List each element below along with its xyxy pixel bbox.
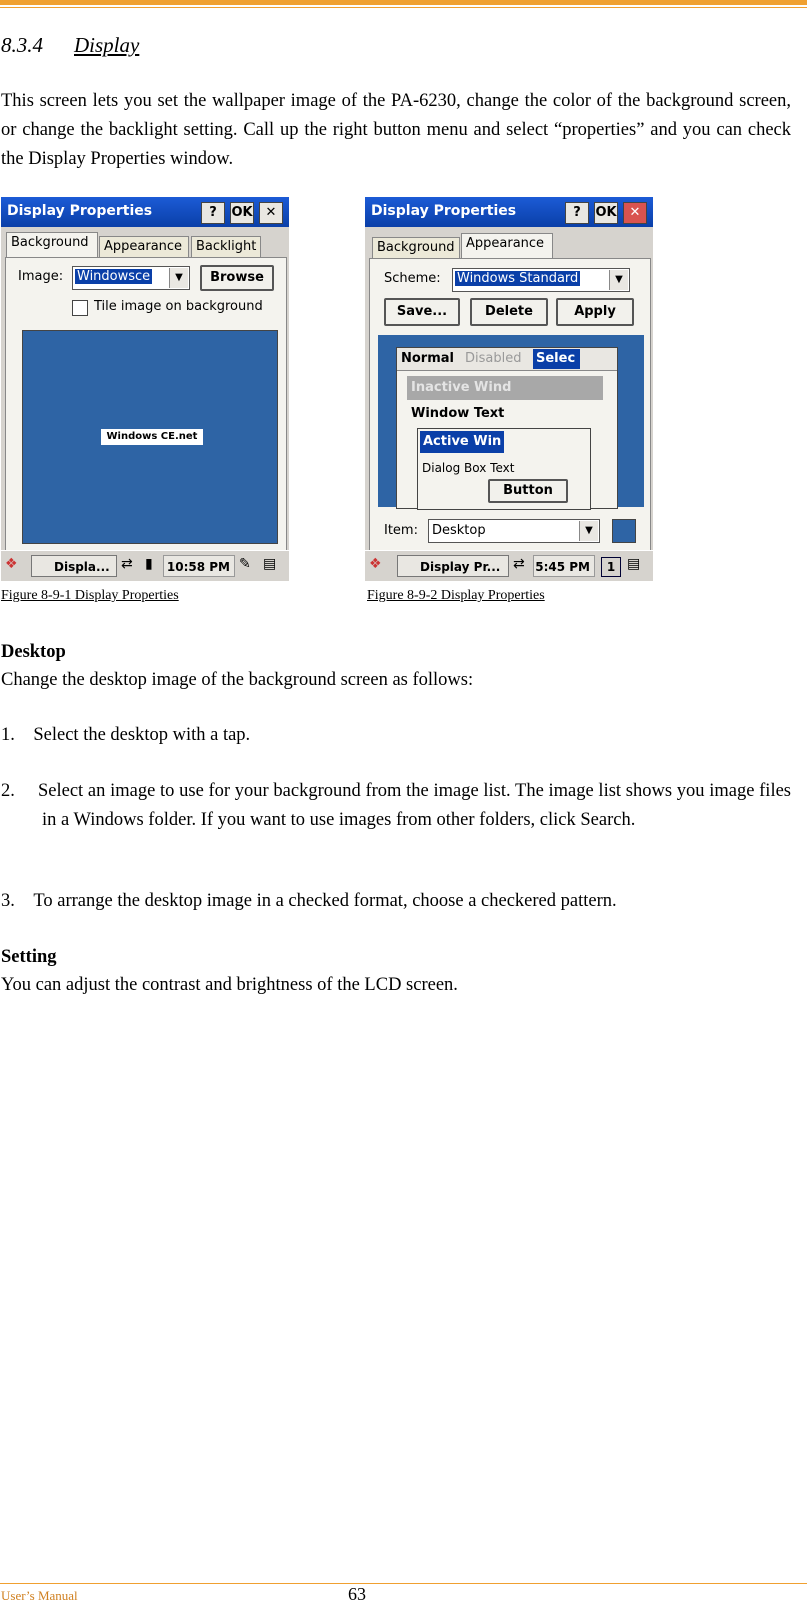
fig2-tab-background[interactable]: Background bbox=[372, 237, 460, 259]
fig1-dropdown-arrow-icon: ▼ bbox=[169, 268, 188, 288]
fig1-tile-label: Tile image on background bbox=[94, 299, 263, 314]
step-3-number: 3. bbox=[1, 891, 15, 911]
footer-rule bbox=[0, 1583, 807, 1584]
fig2-preview-window bbox=[396, 347, 618, 509]
fig1-pen-icon[interactable]: ✎ bbox=[239, 556, 251, 572]
desktop-heading: Desktop bbox=[1, 642, 66, 662]
fig2-item-label: Item: bbox=[384, 523, 418, 538]
fig2-inactive-window: Inactive Wind bbox=[411, 380, 512, 395]
fig2-taskbar bbox=[365, 550, 653, 581]
fig2-active-window bbox=[417, 428, 591, 510]
fig2-delete-button[interactable]: Delete bbox=[470, 298, 548, 326]
fig2-apply-button[interactable]: Apply bbox=[556, 298, 634, 326]
fig1-network-icon: ⇄ bbox=[121, 556, 133, 572]
fig1-tab-panel bbox=[5, 257, 287, 551]
fig2-scheme-arrow-icon: ▼ bbox=[609, 270, 628, 290]
fig2-input-indicator[interactable]: 1 bbox=[601, 557, 621, 577]
step-1-number: 1. bbox=[1, 725, 15, 745]
fig2-preview-disabled: Disabled bbox=[465, 351, 522, 366]
fig2-inactive-window-bar bbox=[407, 376, 603, 400]
fig2-clock: 5:45 PM bbox=[533, 555, 595, 577]
fig2-window-title: Display Properties bbox=[371, 203, 517, 219]
step-1 bbox=[1, 721, 791, 750]
step-3 bbox=[1, 887, 791, 916]
fig2-preview-menubar bbox=[397, 348, 617, 371]
fig2-save-button[interactable]: Save... bbox=[384, 298, 460, 326]
fig1-tab-background[interactable]: Background bbox=[6, 232, 98, 258]
fig1-start-icon[interactable]: ❖ bbox=[5, 556, 18, 572]
fig1-wallpaper-logo: Windows CE.net bbox=[101, 429, 203, 445]
fig2-active-window-title: Active Win bbox=[423, 434, 502, 449]
setting-heading: Setting bbox=[1, 947, 57, 967]
fig2-preview-button: Button bbox=[488, 479, 568, 503]
fig2-preview-selected: Selec bbox=[533, 349, 580, 369]
step-2-text: Select an image to use for your background from the image list. The image list shows you image files in a Windows folder. If you want to use images from other folders, click Search. bbox=[38, 781, 791, 830]
fig2-titlebar bbox=[365, 197, 653, 227]
fig2-tab-appearance[interactable]: Appearance bbox=[461, 233, 553, 259]
fig1-close-button[interactable]: ✕ bbox=[259, 202, 283, 224]
fig1-window-title: Display Properties bbox=[7, 203, 153, 219]
fig1-tab-appearance[interactable]: Appearance bbox=[99, 236, 189, 258]
fig1-clock: 10:58 PM bbox=[163, 555, 235, 577]
fig1-taskbar bbox=[1, 550, 289, 581]
setting-text: You can adjust the contrast and brightness of the LCD screen. bbox=[1, 975, 458, 995]
fig1-help-button[interactable]: ? bbox=[201, 202, 225, 224]
fig2-scheme-select[interactable] bbox=[452, 268, 630, 292]
figure2-screenshot bbox=[365, 197, 653, 581]
fig1-browse-button[interactable]: Browse bbox=[200, 265, 274, 291]
fig1-battery-icon: ▮ bbox=[145, 556, 153, 572]
step-1-text: Select the desktop with a tap. bbox=[33, 725, 251, 745]
intro-paragraph: This screen lets you set the wallpaper image of the PA-6230, change the color of the background screen, or change the backlight setting. Call up the right button menu and select “properties” and you can check the Display Properties window. bbox=[1, 91, 791, 169]
section-heading bbox=[1, 33, 139, 58]
fig2-task-button[interactable]: Display Pr... bbox=[397, 555, 509, 577]
fig2-network-icon: ⇄ bbox=[513, 556, 525, 572]
footer-manual-label: User’s Manual bbox=[1, 1588, 78, 1603]
figure1-caption: Figure 8-9-1 Display Properties bbox=[1, 588, 179, 603]
section-number: 8.3.4 bbox=[1, 33, 43, 57]
page-number: 63 bbox=[348, 1584, 366, 1604]
fig2-item-value: Desktop bbox=[432, 523, 486, 538]
fig2-dialog-text: Dialog Box Text bbox=[422, 461, 515, 475]
fig2-preview-normal: Normal bbox=[401, 351, 454, 366]
fig1-task-button[interactable]: Displa... bbox=[31, 555, 117, 577]
step-2 bbox=[1, 777, 791, 835]
fig2-color-swatch[interactable] bbox=[612, 519, 636, 543]
fig2-ok-button[interactable]: OK bbox=[594, 202, 618, 224]
fig2-close-button[interactable]: ✕ bbox=[623, 202, 647, 224]
fig1-image-label: Image: bbox=[18, 269, 64, 284]
fig2-help-button[interactable]: ? bbox=[565, 202, 589, 224]
section-title: Display bbox=[74, 33, 140, 57]
fig1-ok-button[interactable]: OK bbox=[230, 202, 254, 224]
fig1-titlebar bbox=[1, 197, 289, 227]
fig2-item-select[interactable] bbox=[428, 519, 600, 543]
fig2-scheme-label: Scheme: bbox=[384, 271, 441, 286]
fig1-tab-backlight[interactable]: Backlight bbox=[191, 236, 261, 258]
fig1-image-select[interactable] bbox=[72, 266, 190, 290]
step-3-text: To arrange the desktop image in a checked format, choose a checkered pattern. bbox=[33, 891, 617, 911]
fig1-tile-checkbox[interactable] bbox=[72, 300, 88, 316]
fig2-start-icon[interactable]: ❖ bbox=[369, 556, 382, 572]
figure1-screenshot bbox=[1, 197, 289, 581]
desktop-intro: Change the desktop image of the background screen as follows: bbox=[1, 670, 474, 690]
fig1-image-value: Windowsce bbox=[77, 269, 151, 284]
step-2-number: 2. bbox=[1, 781, 15, 801]
fig2-desktop-icon[interactable]: ▤ bbox=[627, 556, 641, 572]
header-rule-thin bbox=[0, 7, 807, 8]
fig2-tab-panel bbox=[369, 258, 651, 551]
figure2-caption: Figure 8-9-2 Display Properties bbox=[367, 588, 545, 603]
header-rule-thick bbox=[0, 0, 807, 5]
fig1-wallpaper-preview bbox=[22, 330, 278, 544]
fig1-desktop-icon[interactable]: ▤ bbox=[263, 556, 277, 572]
fig2-active-titlebar bbox=[420, 431, 504, 453]
fig2-item-arrow-icon: ▼ bbox=[579, 521, 598, 541]
fig2-window-text: Window Text bbox=[411, 406, 505, 421]
fig2-scheme-preview bbox=[378, 335, 644, 507]
fig2-scheme-value: Windows Standard bbox=[457, 271, 579, 286]
